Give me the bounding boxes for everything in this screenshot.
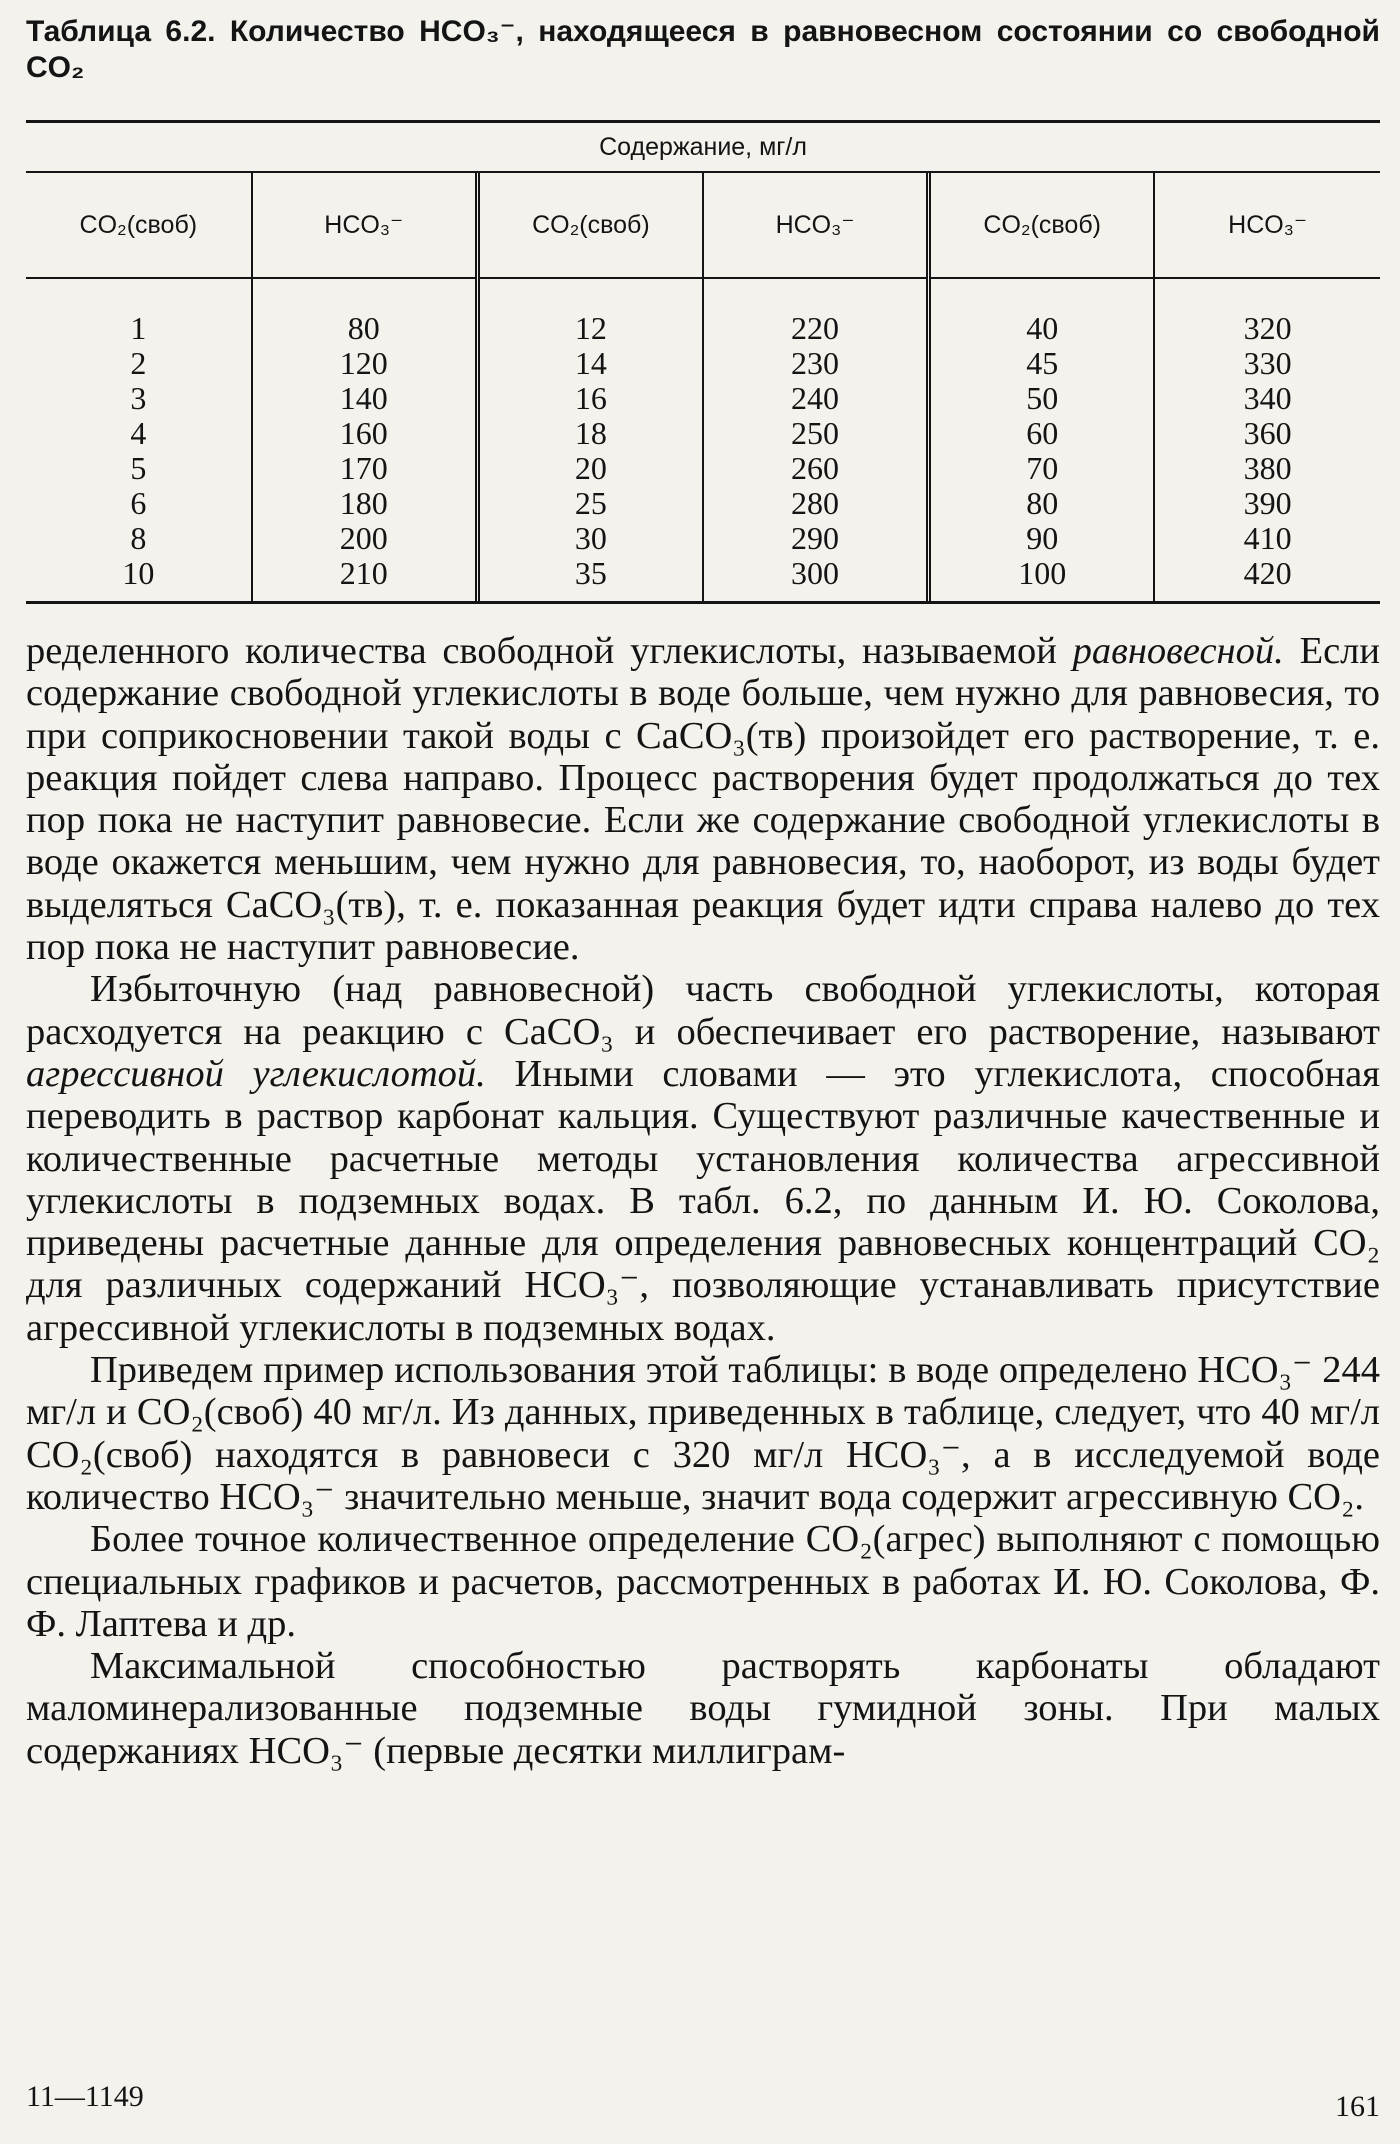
table-cell: 380 [1154, 451, 1380, 486]
table-cell: 60 [929, 416, 1155, 451]
emphasis-term: равновесной. [1072, 630, 1284, 672]
text-run: Если содержание свободной углекислоты в воде больше, чем нужно для равновесия, то при соприкосновении такой воды с CaCO₃(тв) произойдет его растворение, т. е. реакция пойдет слева направо. Процесс растворения будет продолжаться до тех пор пока не наступит равновесие. Если же содержание свободной углекислоты в воде окажется меньшим, чем нужно для равновесия, то, наоборот, из воды будет выделяться CaCO₃(тв), т. е. показанная реакция будет идти справа налево до тех пор пока не наступит равновесие. [26, 630, 1380, 969]
table-cell: 220 [703, 278, 929, 346]
column-header-co2-free: CO₂(своб) [929, 173, 1155, 278]
table-caption: Таблица 6.2. Количество HCO₃⁻, находящееся в равновесном состоянии со свободной CO₂ [26, 15, 1380, 84]
table-cell: 330 [1154, 346, 1380, 381]
table-cell: 90 [929, 521, 1155, 556]
table-cell: 25 [477, 486, 703, 521]
table-cell: 140 [252, 381, 478, 416]
table-cell: 4 [130, 415, 147, 451]
table-cell: 180 [252, 486, 478, 521]
table-cell: 240 [703, 381, 929, 416]
table-cell: 260 [703, 451, 929, 486]
table-row [26, 346, 1380, 381]
table-cell: 320 [1154, 278, 1380, 346]
table-cell: 16 [477, 381, 703, 416]
table-cell: 30 [477, 521, 703, 556]
table-cell: 80 [252, 278, 478, 346]
paragraph: Максимальной способностью растворять карбонаты обладают маломинерализованные подземные воды гумидной зоны. При малых содержаниях HCO₃⁻ (первые десятки миллиграм- [26, 1645, 1380, 1772]
paragraph: Более точное количественное определение CO₂(агрес) выполняют с помощью специальных графиков и расчетов, рассмотренных в работах И. Ю. Соколова, Ф. Ф. Лаптева и др. [26, 1518, 1380, 1645]
table-row [26, 521, 1380, 556]
table-group-header: Содержание, мг/л [26, 123, 1380, 173]
table-cell: 230 [703, 346, 929, 381]
table-cell: 70 [929, 451, 1155, 486]
table-row [26, 451, 1380, 486]
table-cell: 170 [252, 451, 478, 486]
table-cell: 290 [703, 521, 929, 556]
table-body [26, 278, 1380, 601]
table-cell: 210 [252, 556, 478, 601]
table-row [26, 486, 1380, 521]
printer-signature: 11—1149 [26, 2080, 144, 2113]
emphasis-term: агрессивной углекислотой. [26, 1052, 486, 1095]
table-cell: 12 [477, 278, 703, 346]
column-header-co2-free: CO₂(своб) [477, 173, 703, 278]
table-cell: 100 [929, 556, 1155, 601]
table-cell: 280 [703, 486, 929, 521]
table-cell: 3 [130, 380, 147, 416]
table-cell: 18 [477, 416, 703, 451]
page-footer [26, 2080, 1380, 2130]
body-text [26, 630, 1380, 1772]
paragraph [26, 630, 1380, 968]
table-bottom-rule [26, 601, 1380, 604]
table-cell: 40 [929, 278, 1155, 346]
table-cell: 360 [1154, 416, 1380, 451]
page-number: 161 [1335, 2090, 1380, 2123]
table-cell: 410 [1154, 521, 1380, 556]
table-cell: 20 [477, 451, 703, 486]
table-cell: 45 [929, 346, 1155, 381]
text-run: ределенного количества свободной углекислоты, называемой [26, 630, 1073, 672]
table-cell: 200 [252, 521, 478, 556]
table-cell: 80 [929, 486, 1155, 521]
table-cell: 340 [1154, 381, 1380, 416]
table-row [26, 416, 1380, 451]
table-cell: 250 [703, 416, 929, 451]
table-cell: 14 [477, 346, 703, 381]
column-header-hco3: HCO₃⁻ [252, 173, 478, 278]
table-cell: 390 [1154, 486, 1380, 521]
paragraph [26, 968, 1380, 1349]
table-row [26, 381, 1380, 416]
table-cell: 8 [130, 520, 147, 556]
table-row [26, 278, 1380, 346]
column-header-hco3: HCO₃⁻ [1154, 173, 1380, 278]
table-cell: 6 [130, 485, 147, 521]
table-cell: 420 [1154, 556, 1380, 601]
table-cell: 5 [130, 450, 147, 486]
table-header-row [26, 173, 1380, 278]
column-header-co2-free: CO₂(своб) [26, 173, 252, 278]
table-row [26, 556, 1380, 601]
bicarbonate-equilibrium-table [26, 173, 1380, 601]
table-cell: 300 [703, 556, 929, 601]
text-run: Избыточную (над равновесной) часть свободной углекислоты, которая расходуется на реакцию с CaCO₃ и обеспечивает его растворение, называют [26, 968, 1380, 1053]
table-cell: 35 [477, 556, 703, 601]
table-cell: 50 [929, 381, 1155, 416]
text-run: Иными словами — это углекислота, способная переводить в раствор карбонат кальция. Существуют различные качественные и количественные расчетные методы установления количества агрессивной углекислоты в подземных водах. В табл. 6.2, по данным И. Ю. Соколова, приведены расчетные данные для определения равновесных концентраций CO₂ для различных содержаний HCO₃⁻, позволяющие устанавливать присутствие агрессивной углекислоты в подземных водах. [26, 1052, 1380, 1349]
table-cell: 10 [122, 555, 155, 591]
column-header-hco3: HCO₃⁻ [703, 173, 929, 278]
table-cell: 1 [130, 310, 147, 346]
paragraph: Приведем пример использования этой таблицы: в воде определено HCO₃⁻ 244 мг/л и CO₂(своб) 40 мг/л. Из данных, приведенных в таблице, следует, что 40 мг/л CO₂(своб) находятся в равновеси с 320 мг/л HCO₃⁻, а в исследуемой воде количество HCO₃⁻ значительно меньше, значит вода содержит агрессивную CO₂. [26, 1349, 1380, 1518]
book-page [26, 14, 1380, 1772]
table-cell: 2 [130, 345, 147, 381]
table-cell: 160 [252, 416, 478, 451]
table-cell: 120 [252, 346, 478, 381]
